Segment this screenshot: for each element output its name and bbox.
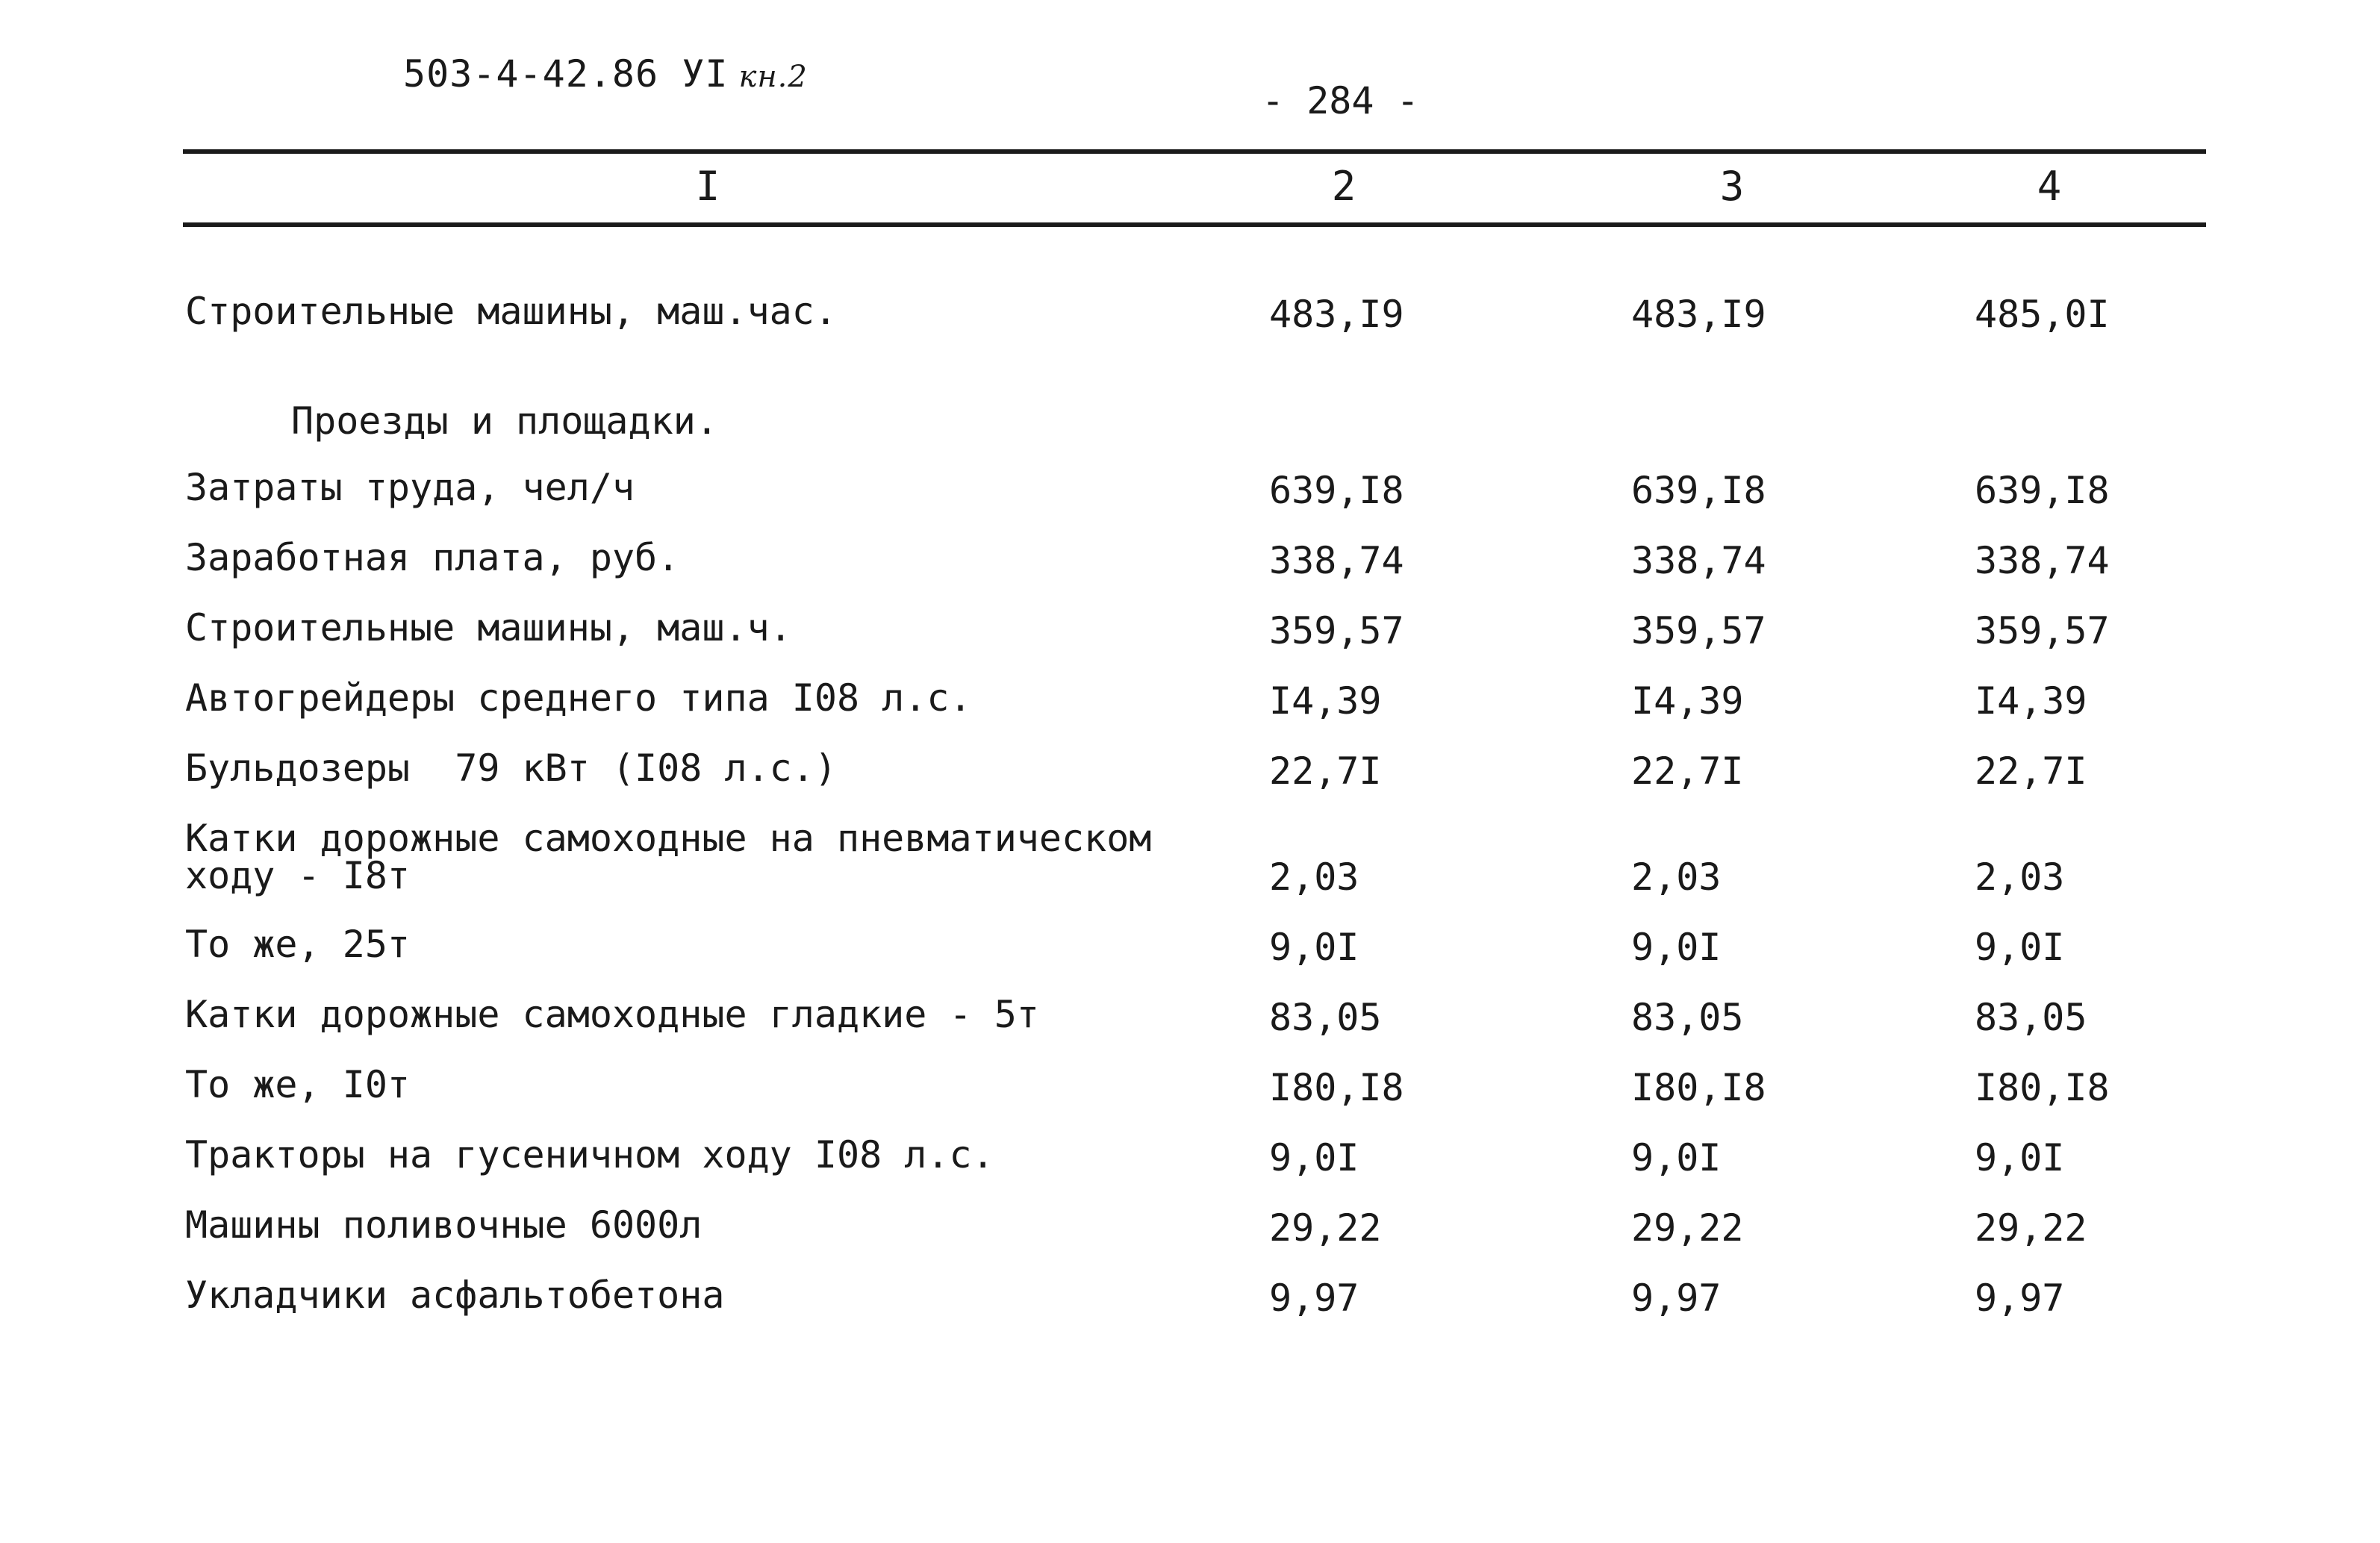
- row-label: Строительные машины, маш.ч.: [185, 606, 792, 649]
- table-top-rule: [183, 149, 2206, 154]
- column-header-2: 2: [1331, 163, 1356, 210]
- row-label: То же, I0т: [185, 1063, 411, 1106]
- section-title: Проезды и площадки.: [291, 399, 718, 443]
- cell-col2: 2,03: [1269, 855, 1359, 899]
- cell-col3: 2,03: [1631, 855, 1722, 899]
- column-header-1: I: [695, 163, 720, 210]
- cell-col3: I80,I8: [1631, 1066, 1766, 1109]
- cell-col3: 29,22: [1631, 1206, 1744, 1250]
- cell-col2: 639,I8: [1269, 469, 1404, 512]
- cell-col2: 9,97: [1269, 1277, 1359, 1320]
- row-label: Строительные машины, маш.час.: [185, 290, 837, 333]
- cell-col4: 9,97: [1975, 1277, 2065, 1320]
- cell-col3: 359,57: [1631, 609, 1766, 652]
- cell-col4: 639,I8: [1975, 469, 2110, 512]
- cell-col2: 483,I9: [1269, 293, 1404, 336]
- row-label: Автогрейдеры среднего типа I08 л.с.: [185, 676, 972, 720]
- cell-col4: 359,57: [1975, 609, 2110, 652]
- cell-col3: 483,I9: [1631, 293, 1766, 336]
- cell-col2: 338,74: [1269, 539, 1404, 582]
- cell-col4: 9,0I: [1975, 926, 2065, 969]
- cell-col2: I80,I8: [1269, 1066, 1404, 1109]
- row-label: Бульдозеры 79 кВт (I08 л.с.): [185, 746, 837, 790]
- cell-col4: 9,0I: [1975, 1136, 2065, 1179]
- cell-col2: 29,22: [1269, 1206, 1382, 1250]
- cell-col4: I4,39: [1975, 679, 2087, 723]
- cell-col3: 338,74: [1631, 539, 1766, 582]
- cell-col3: 83,05: [1631, 996, 1744, 1039]
- row-label: Катки дорожные самоходные гладкие - 5т: [185, 993, 1039, 1036]
- cell-col3: 9,0I: [1631, 1136, 1722, 1179]
- row-label: Затраты труда, чел/ч: [185, 466, 635, 509]
- cell-col2: 83,05: [1269, 996, 1382, 1039]
- cell-col4: 338,74: [1975, 539, 2110, 582]
- cell-col3: 9,0I: [1631, 926, 1722, 969]
- row-label: Укладчики асфальтобетона: [185, 1274, 725, 1317]
- cell-col4: 83,05: [1975, 996, 2087, 1039]
- cell-col4: 29,22: [1975, 1206, 2087, 1250]
- row-label: Заработная плата, руб.: [185, 536, 680, 579]
- row-label: Тракторы на гусеничном ходу I08 л.с.: [185, 1133, 994, 1176]
- cell-col3: 22,7I: [1631, 749, 1744, 793]
- column-header-4: 4: [2037, 163, 2062, 210]
- cell-col3: 639,I8: [1631, 469, 1766, 512]
- doc-code-handwritten-note: кн.2: [738, 60, 808, 94]
- cell-col4: 22,7I: [1975, 749, 2087, 793]
- cell-col2: 9,0I: [1269, 1136, 1359, 1179]
- cell-col4: 485,0I: [1975, 293, 2110, 336]
- cell-col4: I80,I8: [1975, 1066, 2110, 1109]
- page-number: - 284 -: [1262, 79, 1419, 122]
- cell-col3: I4,39: [1631, 679, 1744, 723]
- cell-col2: I4,39: [1269, 679, 1382, 723]
- cell-col2: 359,57: [1269, 609, 1404, 652]
- row-label: Катки дорожные самоходные на пневматическом ходу - I8т: [185, 817, 1152, 897]
- doc-code-text: 503-4-42.86 УI: [403, 52, 729, 96]
- cell-col3: 9,97: [1631, 1277, 1722, 1320]
- cell-col4: 2,03: [1975, 855, 2065, 899]
- column-header-3: 3: [1719, 163, 1745, 210]
- row-label: То же, 25т: [185, 923, 411, 966]
- row-label: Машины поливочные 6000л: [185, 1203, 703, 1247]
- table-header-rule: [183, 222, 2206, 227]
- document-code: [403, 52, 808, 96]
- cell-col2: 9,0I: [1269, 926, 1359, 969]
- cell-col2: 22,7I: [1269, 749, 1382, 793]
